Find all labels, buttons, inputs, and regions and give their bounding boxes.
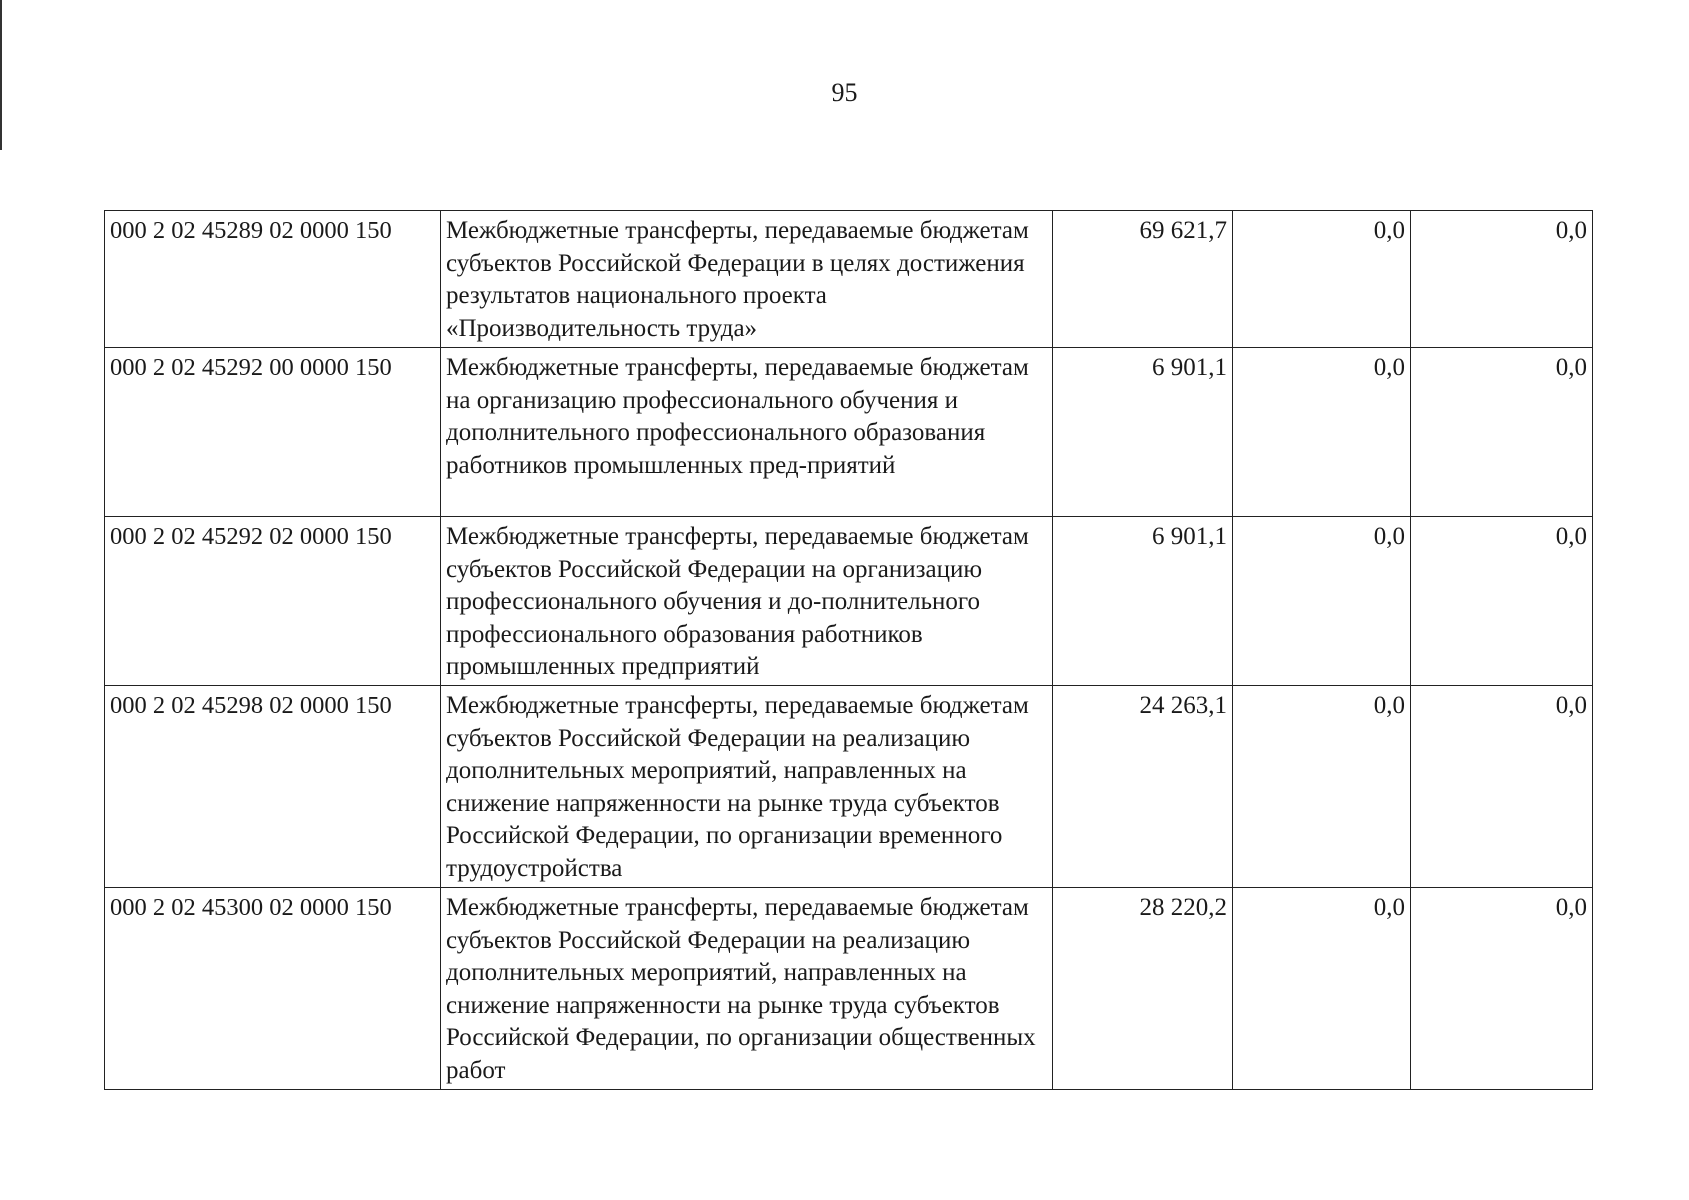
amount-cell-1: 28 220,2	[1053, 888, 1233, 1090]
description-cell: Межбюджетные трансферты, передаваемые бюджетам на организацию профессионального обучения и дополнительного профессионального образования работников промышленных пред-приятий	[441, 348, 1053, 517]
table-row	[105, 517, 1593, 686]
budget-code-cell: 000 2 02 45298 02 0000 150	[105, 686, 441, 888]
scan-edge-line	[0, 0, 2, 150]
amount-cell-2: 0,0	[1233, 348, 1411, 517]
page-number: 95	[831, 78, 858, 107]
amount-cell-3: 0,0	[1411, 211, 1593, 348]
amount-cell-1: 6 901,1	[1053, 348, 1233, 517]
description-cell: Межбюджетные трансферты, передаваемые бюджетам субъектов Российской Федерации в целях достижения результатов национального проекта «Производительность труда»	[441, 211, 1053, 348]
budget-code-cell: 000 2 02 45300 02 0000 150	[105, 888, 441, 1090]
description-cell: Межбюджетные трансферты, передаваемые бюджетам субъектов Российской Федерации на организацию профессионального обучения и до-полнительного профессионального образования работников промышленных предприятий	[441, 517, 1053, 686]
amount-cell-1: 24 263,1	[1053, 686, 1233, 888]
budget-code-cell: 000 2 02 45289 02 0000 150	[105, 211, 441, 348]
table-row	[105, 888, 1593, 1090]
amount-cell-2: 0,0	[1233, 517, 1411, 686]
amount-cell-3: 0,0	[1411, 517, 1593, 686]
budget-table	[104, 210, 1593, 1090]
amount-cell-2: 0,0	[1233, 888, 1411, 1090]
table-row	[105, 348, 1593, 517]
amount-cell-3: 0,0	[1411, 888, 1593, 1090]
amount-cell-2: 0,0	[1233, 211, 1411, 348]
budget-code-cell: 000 2 02 45292 02 0000 150	[105, 517, 441, 686]
description-cell: Межбюджетные трансферты, передаваемые бюджетам субъектов Российской Федерации на реализацию дополнительных мероприятий, направленных на снижение напряженности на рынке труда субъектов Российской Федерации, по организации временного трудоустройства	[441, 686, 1053, 888]
amount-cell-3: 0,0	[1411, 686, 1593, 888]
description-cell: Межбюджетные трансферты, передаваемые бюджетам субъектов Российской Федерации на реализацию дополнительных мероприятий, направленных на снижение напряженности на рынке труда субъектов Российской Федерации, по организации общественных работ	[441, 888, 1053, 1090]
amount-cell-1: 6 901,1	[1053, 517, 1233, 686]
amount-cell-2: 0,0	[1233, 686, 1411, 888]
table-row	[105, 211, 1593, 348]
budget-code-cell: 000 2 02 45292 00 0000 150	[105, 348, 441, 517]
table-row	[105, 686, 1593, 888]
amount-cell-1: 69 621,7	[1053, 211, 1233, 348]
amount-cell-3: 0,0	[1411, 348, 1593, 517]
